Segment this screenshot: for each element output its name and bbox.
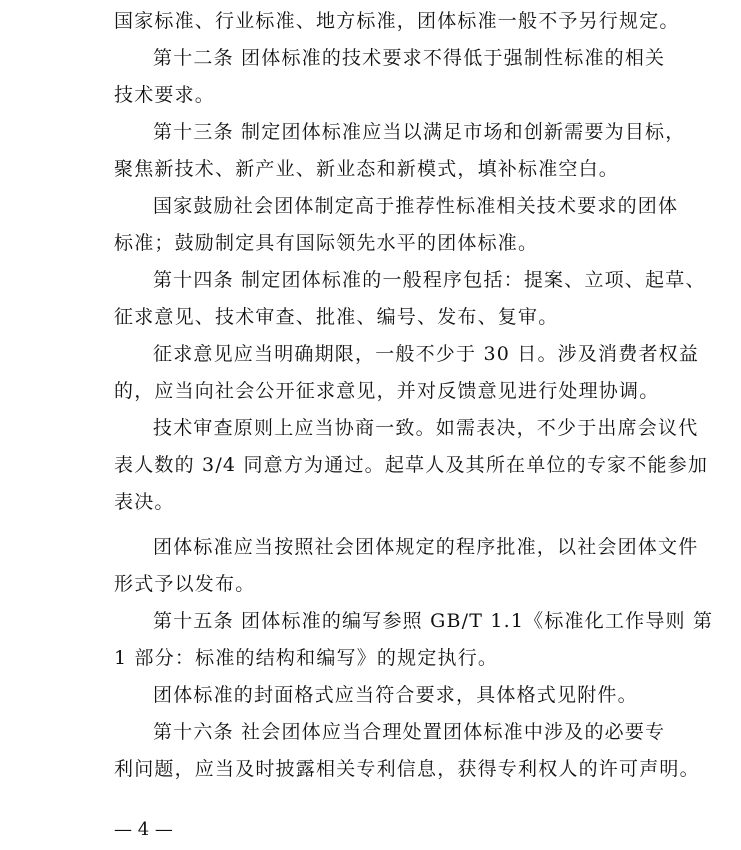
text-line: 利问题，应当及时披露相关专利信息，获得专利权人的许可声明。 [114, 758, 700, 780]
text-line: 团体标准的封面格式应当符合要求，具体格式见附件。 [153, 684, 638, 706]
text-line: 国家鼓励社会团体制定高于推荐性标准相关技术要求的团体 [153, 195, 679, 217]
text-line: 形式予以发布。 [114, 573, 256, 595]
text-line: 团体标准应当按照社会团体规定的程序批准，以社会团体文件 [153, 536, 699, 558]
text-line: 征求意见、技术审查、批准、编号、发布、复审。 [114, 306, 559, 328]
text-line: 标准；鼓励制定具有国际领先水平的团体标准。 [114, 232, 539, 254]
page-number: — 4 — [114, 819, 173, 840]
text-line: 聚焦新技术、新产业、新业态和新模式，填补标准空白。 [114, 158, 620, 180]
text-line: 表人数的 3/4 同意方为通过。起草人及其所在单位的专家不能参加 [114, 454, 709, 476]
text-line: 技术审查原则上应当协商一致。如需表决，不少于出席会议代 [153, 417, 699, 439]
text-line: 第十四条 制定团体标准的一般程序包括：提案、立项、起草、 [153, 269, 706, 291]
text-line: 第十三条 制定团体标准应当以满足市场和创新需要为目标， [153, 121, 686, 143]
text-line: 第十二条 团体标准的技术要求不得低于强制性标准的相关 [153, 47, 666, 69]
text-line: 的，应当向社会公开征求意见，并对反馈意见进行处理协调。 [114, 380, 660, 402]
text-line: 1 部分：标准的结构和编写》的规定执行。 [114, 647, 499, 669]
text-line: 征求意见应当明确期限，一般不少于 30 日。涉及消费者权益 [153, 343, 700, 365]
text-line: 第十六条 社会团体应当合理处置团体标准中涉及的必要专 [153, 721, 666, 743]
text-line: 第十五条 团体标准的编写参照 GB/T 1.1《标准化工作导则 第 [153, 610, 714, 632]
text-line: 技术要求。 [114, 84, 216, 106]
text-line: 表决。 [114, 491, 175, 513]
text-line: 国家标准、行业标准、地方标准，团体标准一般不予另行规定。 [114, 10, 680, 32]
